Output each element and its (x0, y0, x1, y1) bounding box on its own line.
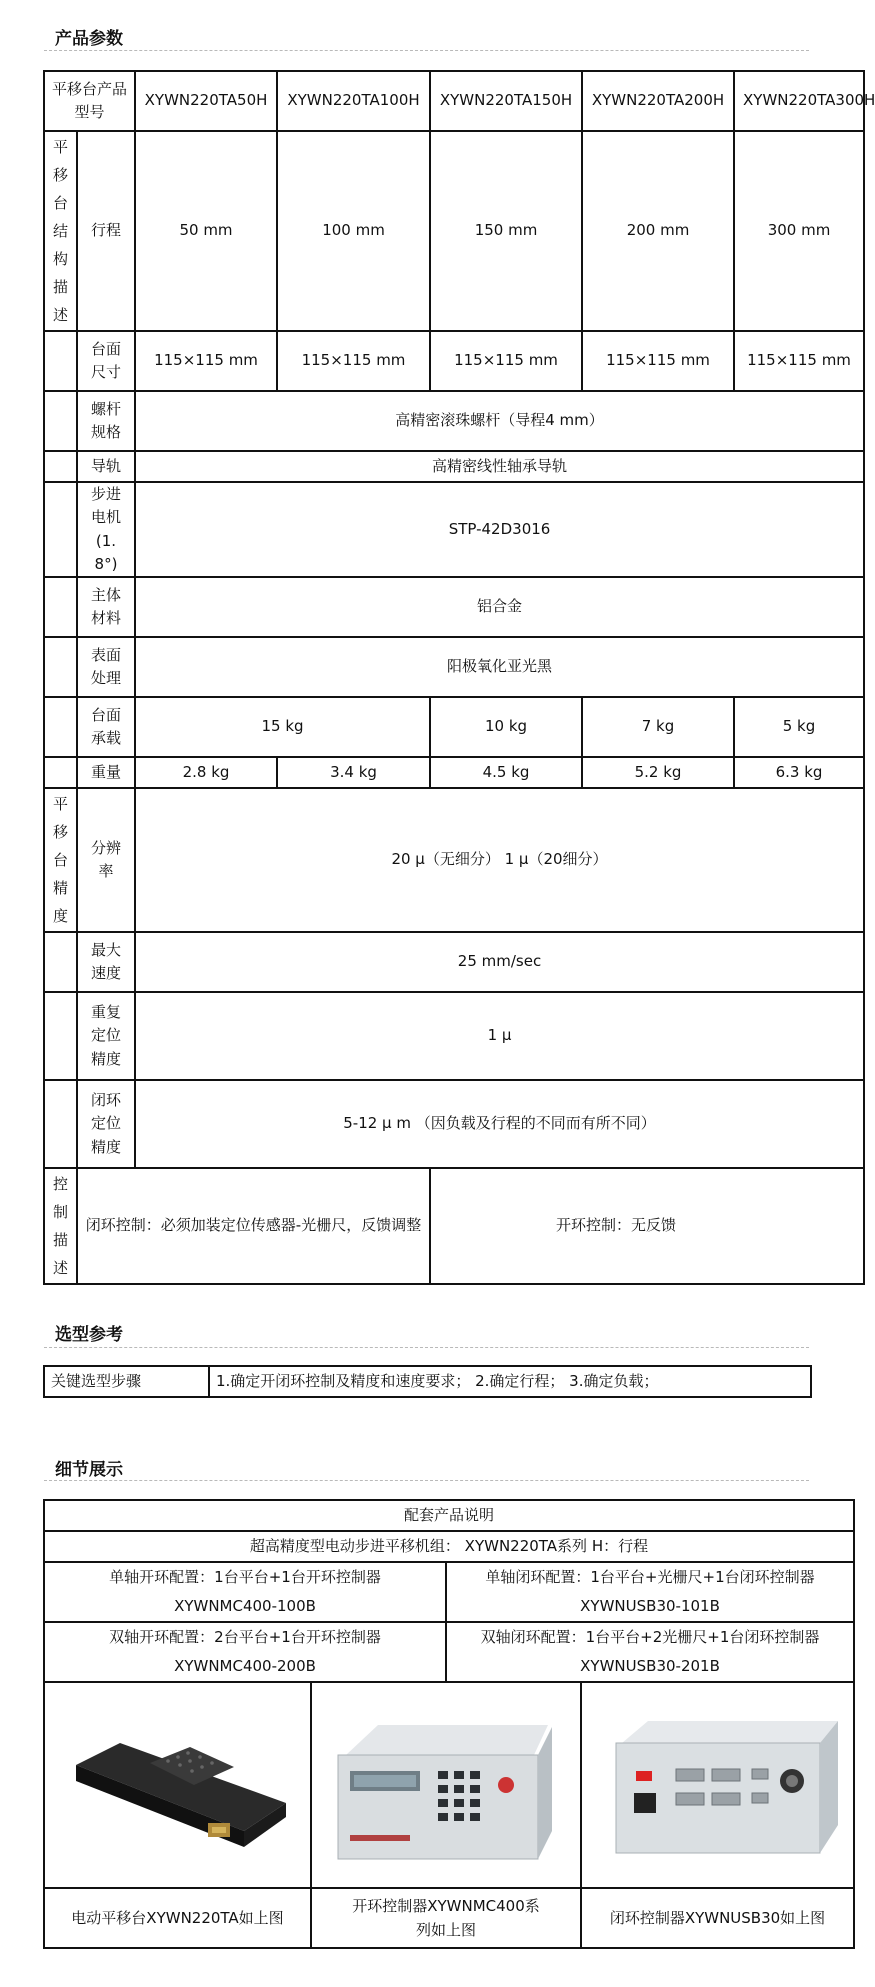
open-loop-controller-image (311, 1682, 581, 1888)
spec-row-travel (44, 131, 864, 331)
selection-table (43, 1365, 812, 1398)
repeat-label: 重复定位精度 (77, 992, 135, 1080)
model-header: 平移台产品型号 (44, 71, 135, 131)
detail-subheader: 超高精度型电动步进平移机组： XYWN220TA系列 H：行程 (44, 1531, 854, 1562)
model-name: XYWN220TA200H (582, 71, 734, 131)
table-size-value: 115×115 mm (582, 331, 734, 391)
group-control-label: 控制描述 (44, 1168, 77, 1284)
spec-row-weight (44, 757, 864, 788)
weight-value: 6.3 kg (734, 757, 864, 788)
caption-stage: 电动平移台XYWN220TA如上图 (44, 1888, 311, 1948)
max-speed-value: 25 mm/sec (135, 932, 864, 992)
stage-image (44, 1682, 311, 1888)
surface-label: 表面处理 (77, 637, 135, 697)
weight-value: 2.8 kg (135, 757, 277, 788)
model-name: XYWN220TA300H (734, 71, 864, 131)
max-speed-label: 最大速度 (77, 932, 135, 992)
travel-value: 150 mm (430, 131, 582, 331)
spec-row-table-size (44, 331, 864, 391)
model-name: XYWN220TA50H (135, 71, 277, 131)
travel-value: 100 mm (277, 131, 430, 331)
selection-section-rule (44, 1347, 809, 1348)
spec-row-motor (44, 482, 864, 577)
table-size-value: 115×115 mm (277, 331, 430, 391)
params-section-rule (44, 50, 809, 51)
caption-open-loop: 开环控制器XYWNMC400系列如上图 (311, 1888, 581, 1948)
config-single-closed: 单轴闭环配置：1台平台+光栅尺+1台闭环控制器 XYWNUSB30-101B (446, 1562, 854, 1622)
detail-section-title: 细节展示 (55, 1460, 123, 1480)
screw-label: 螺杆规格 (77, 391, 135, 451)
config-single-open: 单轴开环配置：1台平台+1台开环控制器 XYWNMC400-100B (44, 1562, 446, 1622)
config-dual-closed: 双轴闭环配置：1台平台+2光栅尺+1台闭环控制器 XYWNUSB30-201B (446, 1622, 854, 1682)
load-value: 5 kg (734, 697, 864, 757)
config-dual-open: 双轴开环配置：2台平台+1台开环控制器 XYWNMC400-200B (44, 1622, 446, 1682)
load-value: 7 kg (582, 697, 734, 757)
motor-label: 步进电机(1.8°) (77, 482, 135, 577)
model-name: XYWN220TA100H (277, 71, 430, 131)
spec-row-material (44, 577, 864, 637)
screw-value: 高精密滚珠螺杆（导程4 mm） (135, 391, 864, 451)
closed-loop-label: 闭环定位精度 (77, 1080, 135, 1168)
closed-loop-controller-image (581, 1682, 854, 1888)
spec-table (43, 70, 875, 1285)
material-label: 主体材料 (77, 577, 135, 637)
repeat-value: 1 μ (135, 992, 864, 1080)
spec-row-load (44, 697, 864, 757)
table-size-value: 115×115 mm (430, 331, 582, 391)
material-value: 铝合金 (135, 577, 864, 637)
travel-value: 300 mm (734, 131, 864, 331)
detail-table (43, 1499, 855, 1949)
resolution-label: 分辨率 (77, 788, 135, 932)
group-accuracy-label: 平移台精度 (44, 788, 77, 932)
travel-label: 行程 (77, 131, 135, 331)
load-value: 15 kg (135, 697, 430, 757)
caption-closed-loop: 闭环控制器XYWNUSB30如上图 (581, 1888, 854, 1948)
load-label: 台面承载 (77, 697, 135, 757)
selection-section-title: 选型参考 (55, 1325, 123, 1345)
spec-row-repeat (44, 992, 864, 1080)
spec-row-control (44, 1168, 864, 1284)
guide-value: 高精密线性轴承导轨 (135, 451, 864, 482)
spec-row-max-speed (44, 932, 864, 992)
control-open-value: 开环控制：无反馈 (430, 1168, 864, 1284)
resolution-value: 20 μ（无细分） 1 μ（20细分） (135, 788, 864, 932)
travel-value: 50 mm (135, 131, 277, 331)
load-value: 10 kg (430, 697, 582, 757)
selection-value: 1.确定开闭环控制及精度和速度要求； 2.确定行程； 3.确定负载； (209, 1366, 811, 1397)
guide-label: 导轨 (77, 451, 135, 482)
motor-value: STP-42D3016 (135, 482, 864, 577)
weight-value: 3.4 kg (277, 757, 430, 788)
table-size-label: 台面尺寸 (77, 331, 135, 391)
model-name: XYWN220TA150H (430, 71, 582, 131)
weight-value: 4.5 kg (430, 757, 582, 788)
closed-loop-value: 5-12 μ m （因负载及行程的不同而有所不同） (135, 1080, 864, 1168)
detail-section-rule (44, 1480, 809, 1481)
travel-value: 200 mm (582, 131, 734, 331)
spec-row-model (44, 71, 864, 131)
spec-row-resolution (44, 788, 864, 932)
weight-value: 5.2 kg (582, 757, 734, 788)
table-size-value: 115×115 mm (135, 331, 277, 391)
weight-label: 重量 (77, 757, 135, 788)
spec-row-surface (44, 637, 864, 697)
surface-value: 阳极氧化亚光黑 (135, 637, 864, 697)
params-section-title: 产品参数 (55, 29, 123, 49)
spec-row-closed-loop (44, 1080, 864, 1168)
selection-label: 关键选型步骤 (44, 1366, 209, 1397)
group-structure-label: 平移台结构描述 (44, 131, 77, 331)
detail-header: 配套产品说明 (44, 1500, 854, 1531)
table-size-value: 115×115 mm (734, 331, 864, 391)
spec-row-guide (44, 451, 864, 482)
control-closed-value: 闭环控制：必须加装定位传感器-光栅尺，反馈调整 (77, 1168, 430, 1284)
spec-row-screw (44, 391, 864, 451)
